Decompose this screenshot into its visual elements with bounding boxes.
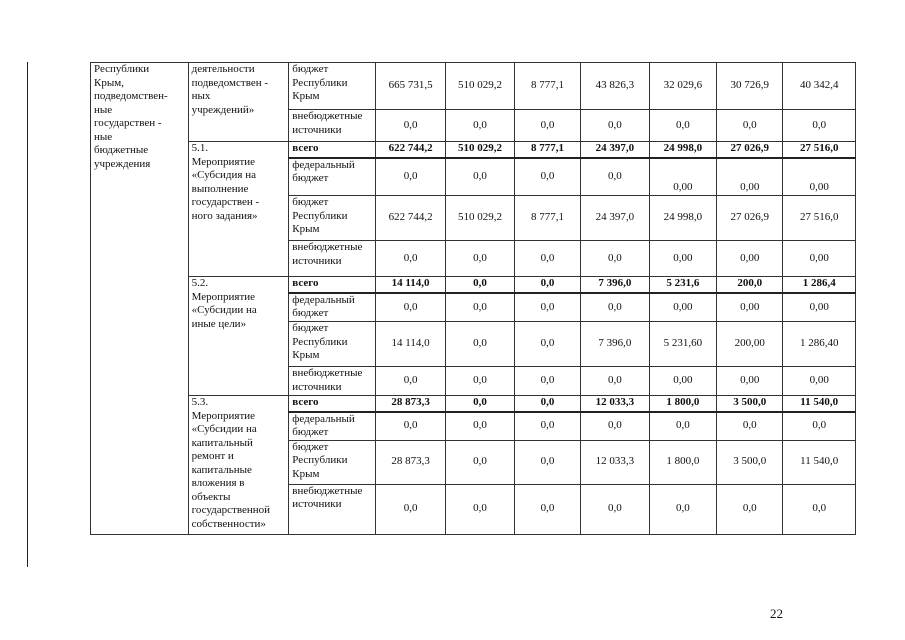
value-cell: 3 500,0 (717, 440, 783, 484)
value-cell: 0,0 (717, 484, 783, 534)
value-cell: 665 731,5 (375, 63, 445, 110)
value-cell: 0,0 (446, 241, 514, 277)
value-cell: 0,0 (581, 367, 649, 396)
value-cell: 0,0 (581, 484, 649, 534)
activity-cell: 5.2. Мероприятие «Субсидии на иные цели» (188, 277, 289, 396)
value-cell: 0,00 (649, 241, 716, 277)
funding-source-cell: всего (289, 396, 376, 412)
value-cell: 0,0 (514, 241, 580, 277)
funding-source-cell: внебюджетные источники (289, 241, 376, 277)
value-cell: 0,0 (717, 412, 783, 441)
value-cell: 0,0 (514, 440, 580, 484)
funding-source-cell: бюджет Республики Крым (289, 63, 376, 110)
value-cell: 5 231,6 (649, 277, 716, 293)
table-row (91, 63, 856, 110)
value-cell: 0,00 (649, 293, 716, 322)
page-number: 22 (770, 606, 783, 621)
value-cell: 27 026,9 (717, 196, 783, 241)
value-cell: 0,00 (783, 293, 856, 322)
value-cell: 0,0 (375, 241, 445, 277)
value-cell: 0,0 (514, 367, 580, 396)
page-margin-line (27, 62, 28, 567)
value-cell: 0,00 (649, 158, 716, 196)
value-cell: 14 114,0 (375, 322, 445, 367)
value-cell: 200,0 (717, 277, 783, 293)
value-cell: 0,0 (375, 412, 445, 441)
value-cell: 510 029,2 (446, 142, 514, 158)
value-cell: 12 033,3 (581, 440, 649, 484)
value-cell: 0,00 (717, 158, 783, 196)
value-cell: 0,0 (446, 484, 514, 534)
funding-source-cell: федеральный бюджет (289, 412, 376, 441)
value-cell: 12 033,3 (581, 396, 649, 412)
value-cell: 0,0 (446, 322, 514, 367)
value-cell: 0,0 (514, 412, 580, 441)
value-cell: 11 540,0 (783, 396, 856, 412)
value-cell: 7 396,0 (581, 322, 649, 367)
funding-source-cell: бюджет Республики Крым (289, 322, 376, 367)
funding-source-cell: бюджет Республики Крым (289, 196, 376, 241)
value-cell: 27 026,9 (717, 142, 783, 158)
value-cell: 0,0 (514, 396, 580, 412)
value-cell: 27 516,0 (783, 196, 856, 241)
value-cell: 0,00 (717, 367, 783, 396)
value-cell: 27 516,0 (783, 142, 856, 158)
value-cell: 0,0 (375, 110, 445, 142)
value-cell: 0,0 (649, 412, 716, 441)
value-cell: 0,00 (783, 158, 856, 196)
value-cell: 40 342,4 (783, 63, 856, 110)
value-cell: 0,0 (446, 440, 514, 484)
value-cell: 0,0 (649, 110, 716, 142)
value-cell: 5 231,60 (649, 322, 716, 367)
value-cell: 0,0 (375, 367, 445, 396)
value-cell: 0,0 (514, 484, 580, 534)
funding-source-cell: всего (289, 142, 376, 158)
value-cell: 0,0 (514, 293, 580, 322)
value-cell: 510 029,2 (446, 196, 514, 241)
value-cell: 14 114,0 (375, 277, 445, 293)
value-cell: 1 800,0 (649, 396, 716, 412)
value-cell: 0,0 (581, 241, 649, 277)
budget-table (90, 62, 856, 535)
table-row (91, 142, 856, 158)
value-cell: 24 397,0 (581, 142, 649, 158)
funding-source-cell: федеральный бюджет (289, 158, 376, 196)
value-cell: 0,0 (717, 110, 783, 142)
value-cell: 0,0 (581, 110, 649, 142)
value-cell: 0,0 (446, 158, 514, 196)
value-cell: 32 029,6 (649, 63, 716, 110)
value-cell: 8 777,1 (514, 142, 580, 158)
value-cell: 0,0 (581, 412, 649, 441)
value-cell: 0,0 (514, 110, 580, 142)
value-cell: 510 029,2 (446, 63, 514, 110)
value-cell: 0,0 (514, 322, 580, 367)
value-cell: 0,0 (375, 293, 445, 322)
activity-cell: деятельности подведомствен - ных учреждений» (188, 63, 289, 142)
value-cell: 0,00 (717, 241, 783, 277)
value-cell: 30 726,9 (717, 63, 783, 110)
value-cell: 24 998,0 (649, 142, 716, 158)
value-cell: 24 397,0 (581, 196, 649, 241)
value-cell: 0,0 (446, 277, 514, 293)
value-cell: 0,0 (446, 367, 514, 396)
funding-source-cell: внебюджетные источники (289, 367, 376, 396)
value-cell: 0,0 (446, 293, 514, 322)
value-cell: 0,0 (514, 158, 580, 196)
table-row (91, 396, 856, 412)
value-cell: 0,00 (649, 367, 716, 396)
value-cell: 7 396,0 (581, 277, 649, 293)
value-cell: 0,0 (446, 110, 514, 142)
value-cell: 0,0 (783, 484, 856, 534)
value-cell: 1 286,4 (783, 277, 856, 293)
funding-source-cell: всего (289, 277, 376, 293)
funding-source-cell: бюджет Республики Крым (289, 440, 376, 484)
funding-source-cell: федеральный бюджет (289, 293, 376, 322)
value-cell: 0,0 (375, 484, 445, 534)
value-cell: 1 286,40 (783, 322, 856, 367)
value-cell: 622 744,2 (375, 196, 445, 241)
value-cell: 0,0 (783, 412, 856, 441)
value-cell: 0,0 (581, 158, 649, 196)
funding-source-cell: внебюджетные источники (289, 110, 376, 142)
value-cell: 0,0 (649, 484, 716, 534)
value-cell: 0,00 (783, 367, 856, 396)
value-cell: 0,0 (446, 396, 514, 412)
value-cell: 0,00 (783, 241, 856, 277)
table-row (91, 277, 856, 293)
value-cell: 8 777,1 (514, 196, 580, 241)
activity-cell: 5.3. Мероприятие «Субсидии на капитальный ремонт и капитальные вложения в объекты государственной собственности» (188, 396, 289, 535)
value-cell: 28 873,3 (375, 440, 445, 484)
value-cell: 0,0 (446, 412, 514, 441)
funding-source-cell: внебюджетные источники (289, 484, 376, 534)
value-cell: 622 744,2 (375, 142, 445, 158)
value-cell: 0,0 (375, 158, 445, 196)
value-cell: 3 500,0 (717, 396, 783, 412)
value-cell: 0,0 (783, 110, 856, 142)
executor-cell: Республики Крым, подведомствен- ные государствен - ные бюджетные учреждения (91, 63, 189, 535)
value-cell: 0,0 (514, 277, 580, 293)
value-cell: 200,00 (717, 322, 783, 367)
value-cell: 11 540,0 (783, 440, 856, 484)
value-cell: 1 800,0 (649, 440, 716, 484)
value-cell: 24 998,0 (649, 196, 716, 241)
value-cell: 0,0 (581, 293, 649, 322)
value-cell: 8 777,1 (514, 63, 580, 110)
value-cell: 28 873,3 (375, 396, 445, 412)
value-cell: 0,00 (717, 293, 783, 322)
value-cell: 43 826,3 (581, 63, 649, 110)
activity-cell: 5.1. Мероприятие «Субсидия на выполнение государствен - ного задания» (188, 142, 289, 277)
